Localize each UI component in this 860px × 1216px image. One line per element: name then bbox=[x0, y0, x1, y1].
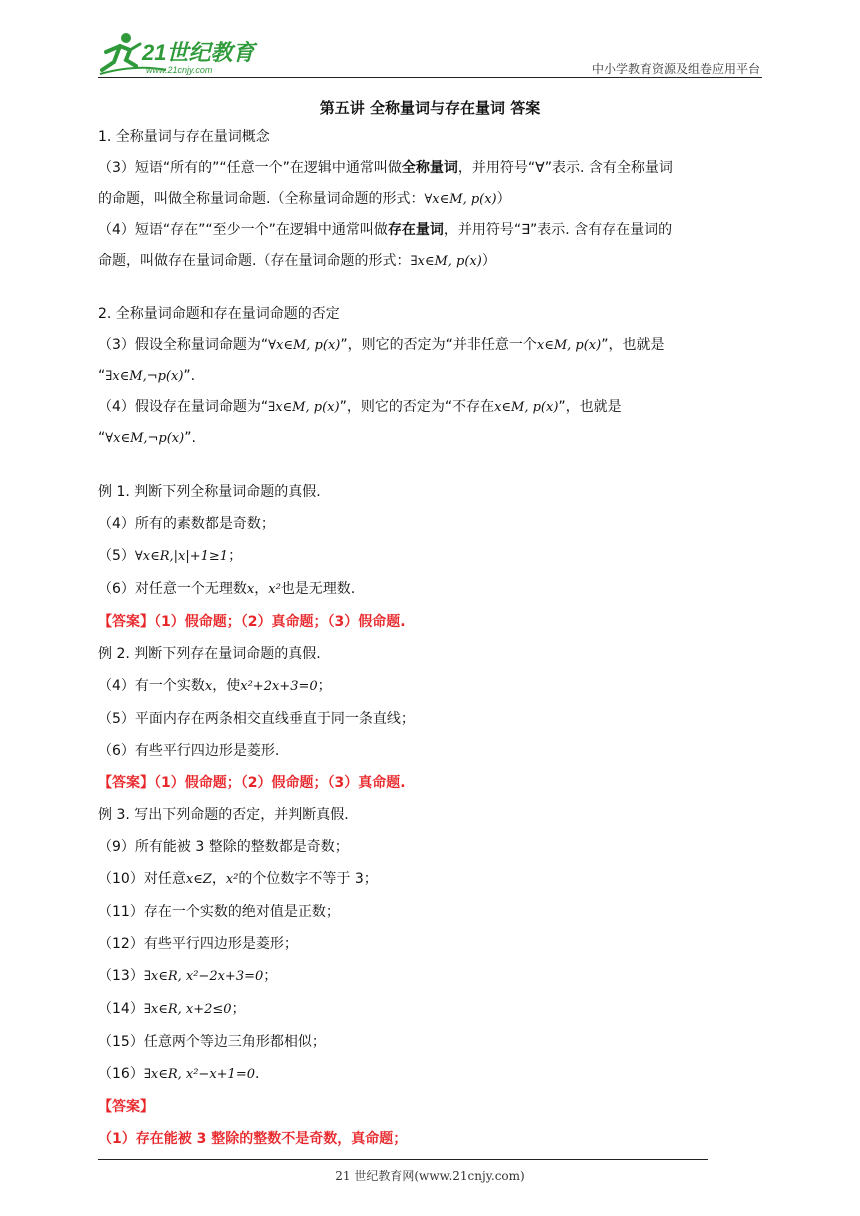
math-expr: ∀x∈M, p(x) bbox=[268, 338, 341, 353]
logo-text: 21世纪教育 bbox=[142, 40, 255, 65]
math-expr: x∈Z bbox=[185, 872, 212, 887]
math-expr: ∃x∈R, x²−2x+3=0 bbox=[143, 969, 264, 984]
section-2-para-3: （3）假设全称量词命题为“∀x∈M, p(x)”，则它的否定为“并非任意一个x∈M, p(x)”，也就是 “∃x∈M,¬p(x)”. bbox=[98, 337, 665, 384]
example-1-answer: 【答案】（1）假命题；（2）真命题；（3）假命题. bbox=[98, 614, 406, 630]
example-1-item-5: （5）∀x∈R,|x|+1≥1； bbox=[98, 548, 243, 564]
math-expr: ∀x∈M, p(x) bbox=[424, 192, 497, 207]
example-2-heading: 例 2. 判断下列存在量词命题的真假. bbox=[98, 646, 321, 662]
math-expr: x bbox=[246, 582, 255, 597]
section-1-para-3: （3）短语“所有的”“任意一个”在逻辑中通常叫做全称量词，并用符号“∀”表示. 含有全称量词 的命题，叫做全称量词命题.（全称量词命题的形式：∀x∈M, p(x)） bbox=[98, 160, 673, 207]
section-2-heading: 2. 全称量词命题和存在量词命题的否定 bbox=[98, 306, 340, 322]
section-2-para-4: （4）假设存在量词命题为“∃x∈M, p(x)”，则它的否定为“不存在x∈M, p(x)”，也就是 “∀x∈M,¬p(x)”. bbox=[98, 399, 622, 446]
header-platform-text: 中小学教育资源及组卷应用平台 bbox=[591, 62, 760, 76]
document-body bbox=[98, 96, 762, 1155]
math-expr: x² bbox=[268, 582, 281, 597]
example-1-heading: 例 1. 判断下列全称量词命题的真假. bbox=[98, 484, 321, 500]
logo-url: www.21cnjy.com bbox=[146, 65, 213, 75]
page-title: 第五讲 全称量词与存在量词 答案 bbox=[319, 99, 541, 117]
example-2-item-6: （6）有些平行四边形是菱形. bbox=[98, 743, 280, 759]
math-expr: ∃x∈R, x+2≤0 bbox=[143, 1002, 232, 1017]
math-expr: ∃x∈M, p(x) bbox=[410, 254, 482, 269]
footer-text: 21 世纪教育网(www.21cnjy.com) bbox=[335, 1169, 525, 1183]
example-3-item-14: （14）∃x∈R, x+2≤0； bbox=[98, 1001, 246, 1017]
example-3-item-12: （12）有些平行四边形是菱形； bbox=[98, 936, 298, 952]
runner-logo-icon bbox=[96, 30, 266, 82]
math-expr: ∃x∈M,¬p(x) bbox=[105, 369, 184, 384]
math-expr: x² bbox=[225, 872, 239, 887]
example-3-answer-1: （1）存在能被 3 整除的整数不是奇数，真命题； bbox=[98, 1131, 408, 1147]
site-logo bbox=[96, 30, 266, 82]
example-2-answer: 【答案】（1）假命题；（2）假命题；（3）真命题. bbox=[98, 775, 406, 791]
example-3-item-11: （11）存在一个实数的绝对值是正数； bbox=[98, 904, 340, 920]
math-expr: ∀x∈M,¬p(x) bbox=[105, 431, 185, 446]
section-1-para-4: （4）短语“存在”“至少一个”在逻辑中通常叫做存在量词，并用符号“∃”表示. 含有存在量词的 命题，叫做存在量词命题.（存在量词命题的形式：∃x∈M, p(x)） bbox=[98, 222, 673, 269]
example-3-item-16: （16）∃x∈R, x²−x+1=0. bbox=[98, 1066, 260, 1082]
example-1-item-4: （4）所有的素数都是奇数； bbox=[98, 516, 275, 532]
example-3-heading: 例 3. 写出下列命题的否定，并判断真假. bbox=[98, 807, 349, 823]
header-divider bbox=[98, 77, 762, 78]
section-1-heading: 1. 全称量词与存在量词概念 bbox=[98, 129, 270, 145]
example-3-item-9: （9）所有能被 3 整除的整数都是奇数； bbox=[98, 839, 349, 855]
math-expr: ∀x∈R,|x|+1≥1 bbox=[134, 549, 229, 564]
example-3-item-13: （13）∃x∈R, x²−2x+3=0； bbox=[98, 968, 278, 984]
example-2-item-5: （5）平面内存在两条相交直线垂直于同一条直线； bbox=[98, 711, 415, 727]
math-expr: x²+2x+3=0 bbox=[240, 679, 318, 694]
math-expr: ∃x∈R, x²−x+1=0 bbox=[143, 1067, 255, 1082]
math-expr: ∃x∈M, p(x) bbox=[268, 400, 340, 415]
math-expr: x bbox=[204, 679, 213, 694]
example-1-item-6: （6）对任意一个无理数x，x²也是无理数. bbox=[98, 581, 356, 597]
example-3-item-10: （10）对任意x∈Z，x²的个位数字不等于 3； bbox=[98, 871, 378, 887]
math-expr: x∈M, p(x) bbox=[494, 400, 559, 415]
example-2-item-4: （4）有一个实数x，使x²+2x+3=0； bbox=[98, 678, 332, 694]
example-3-answer-label: 【答案】 bbox=[98, 1099, 154, 1115]
example-3-item-15: （15）任意两个等边三角形都相似； bbox=[98, 1034, 326, 1050]
math-expr: x∈M, p(x) bbox=[536, 338, 602, 353]
footer-divider bbox=[98, 1159, 708, 1160]
